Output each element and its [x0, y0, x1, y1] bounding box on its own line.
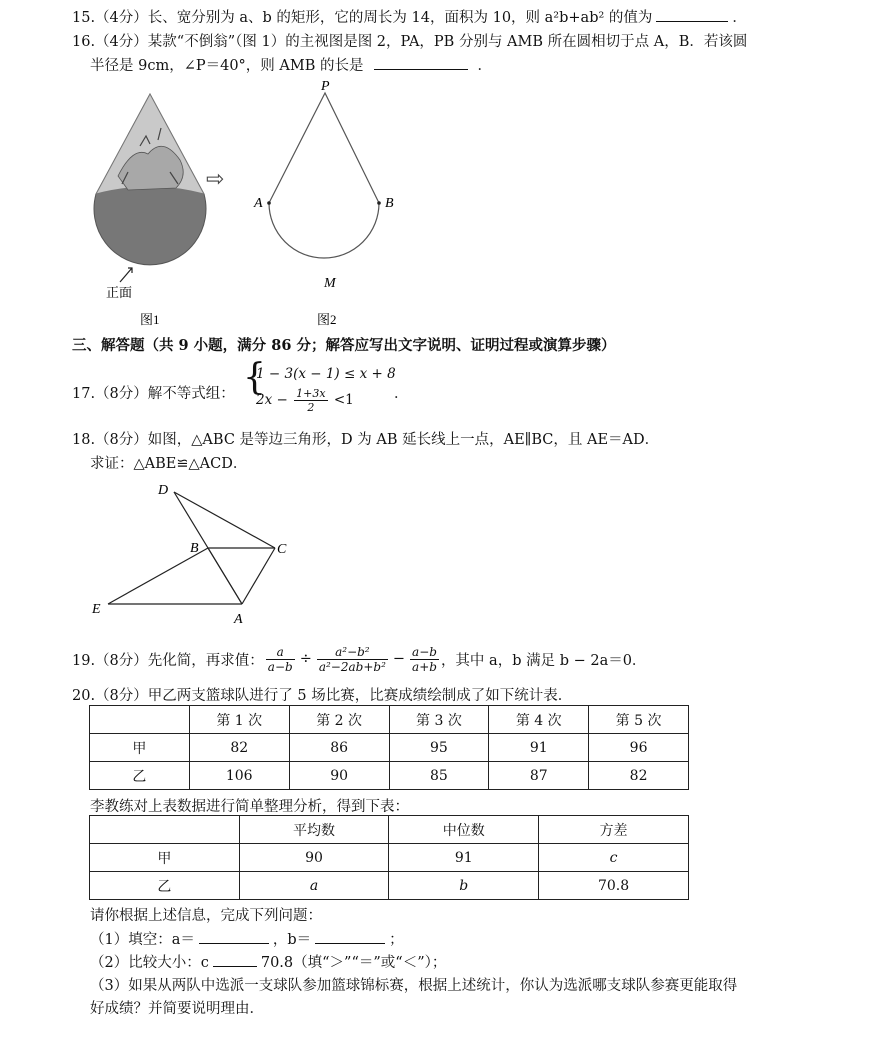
table-header-cell: 第 1 次	[189, 706, 289, 734]
front-arrow-icon	[120, 268, 132, 282]
q18-label-C: C	[277, 542, 287, 557]
q20-ask: 请你根据上述信息，完成下列问题：	[90, 908, 322, 924]
fig2-label-P: P	[321, 79, 330, 94]
q20-part2	[90, 951, 446, 972]
table-header-cell: 方差	[539, 816, 689, 844]
fig2-label-B: B	[385, 196, 394, 211]
q18-label-D: D	[158, 483, 169, 498]
q17-brace: {	[243, 357, 266, 398]
table-cell: b	[389, 872, 539, 900]
q16-answer-blank	[374, 55, 468, 70]
table-cell: 70.8	[539, 872, 689, 900]
table-cell: 95	[389, 734, 489, 762]
table-cell: 甲	[90, 734, 190, 762]
table-header-cell: 中位数	[389, 816, 539, 844]
q18-line2: 求证：△ABE≌△ACD．	[90, 456, 248, 472]
q16-line1: 16.（4分）某款“不倒翁”（图 1）的主视图是图 2，PA，PB 分别与 AMB 所在圆相切于点 A，B．若该圆	[72, 34, 748, 50]
q18-figure	[86, 476, 306, 628]
fig2-diagram	[267, 93, 381, 258]
q20-scores-table	[89, 705, 689, 790]
question-19	[72, 637, 646, 681]
q18-line1: 18.（8分）如图，△ABC 是等边三角形，D 为 AB 延长线上一点，AE∥BC，且 AE＝AD．	[72, 432, 660, 448]
table-cell: 82	[589, 762, 689, 790]
fig1-caption: 图1	[140, 312, 160, 327]
table-cell: 90	[239, 844, 389, 872]
table-cell: 85	[389, 762, 489, 790]
q20-part1	[90, 928, 404, 949]
table-cell: a	[239, 872, 389, 900]
q19-f3-num: a−b	[412, 644, 437, 659]
question-16-line2	[90, 54, 492, 75]
q19-f3-den: a+b	[412, 659, 437, 674]
q19-fraction-1	[266, 645, 295, 674]
q20-p1-label-b: ，b＝	[272, 932, 312, 948]
table-row	[90, 762, 689, 790]
table-cell: 82	[189, 734, 289, 762]
table-cell: 87	[489, 762, 589, 790]
q20-blank-a	[199, 929, 269, 944]
q20-mid-text: 李教练对上表数据进行简单整理分析，得到下表：	[90, 799, 409, 815]
table-cell: 甲	[90, 844, 240, 872]
q17-frac-den: 2	[307, 401, 315, 414]
q15-end: ．	[732, 10, 747, 26]
q15-text: 15.（4分）长、宽分别为 a、b 的矩形，它的周长为 14，面积为 10，则 a²b+ab² 的值为	[72, 10, 653, 26]
q18-label-E: E	[92, 602, 101, 617]
table-header-cell: 第 2 次	[289, 706, 389, 734]
q20-blank-compare	[213, 952, 257, 967]
table-header-cell	[90, 706, 190, 734]
table-cell: 96	[589, 734, 689, 762]
fig1-front-label: 正面	[106, 285, 133, 300]
question-15	[72, 6, 747, 27]
q17-ineq2	[256, 387, 354, 414]
q19-f2-den: a²−2ab+b²	[318, 659, 386, 674]
section-3-title: 三、解答题（共 9 小题，满分 86 分；解答应写出文字说明、证明过程或演算步骤）	[72, 337, 616, 354]
table-cell: 乙	[90, 872, 240, 900]
q17-ineq1: 1 − 3(x − 1) ≤ x + 8	[256, 366, 396, 382]
table-cell: 91	[489, 734, 589, 762]
table-row	[90, 734, 689, 762]
q17-ineq2-right: <1	[333, 392, 354, 408]
q16-figures	[88, 76, 428, 332]
table-row	[90, 872, 689, 900]
q17-fraction	[294, 387, 327, 414]
q17-frac-num: 1+3x	[296, 387, 326, 400]
table-cell: 乙	[90, 762, 190, 790]
table-header-cell: 第 5 次	[589, 706, 689, 734]
q20-p2-rest: 70.8（填“＞”“＝”或“＜”）；	[260, 955, 447, 971]
q19-f1-den: a−b	[267, 659, 293, 674]
q19-fraction-3	[410, 645, 439, 674]
arrow-right-icon: ⇨	[206, 166, 225, 191]
table-cell: 91	[389, 844, 539, 872]
q19-fraction-2	[317, 645, 388, 674]
q19-suffix: ，其中 a，b 满足 b − 2a＝0．	[440, 652, 647, 669]
q16-end: ．	[477, 58, 493, 74]
q19-f2-num: a²−b²	[317, 645, 388, 660]
q18-label-A: A	[234, 612, 243, 627]
fig1-tumbler	[94, 94, 206, 265]
q18-label-B: B	[190, 541, 199, 556]
table-header-cell	[90, 816, 240, 844]
fig2-caption: 图2	[317, 312, 337, 327]
q20-part3-line1: （3）如果从两队中选派一支球队参加篮球锦标赛，根据上述统计，你认为选派哪支球队参赛更能取得	[90, 978, 738, 994]
q20-part3-line2: 好成绩？并简要说明理由．	[90, 1001, 264, 1017]
table-header-row	[90, 816, 689, 844]
table-cell: 90	[289, 762, 389, 790]
q19-divide: ÷	[299, 651, 312, 667]
table-cell: 86	[289, 734, 389, 762]
table-header-cell: 平均数	[239, 816, 389, 844]
table-header-cell: 第 3 次	[389, 706, 489, 734]
q19-prefix: 19.（8分）先化简，再求值：	[72, 652, 264, 669]
q20-analysis-table	[89, 815, 689, 900]
table-header-cell: 第 4 次	[489, 706, 589, 734]
q15-answer-blank	[656, 7, 728, 22]
fig2-label-M: M	[324, 276, 336, 291]
q20-intro: 20.（8分）甲乙两支篮球队进行了 5 场比赛，比赛成绩绘制成了如下统计表．	[72, 688, 573, 704]
q19-f1-num: a	[266, 645, 295, 660]
table-header-row	[90, 706, 689, 734]
table-cell: c	[539, 844, 689, 872]
q17-ineq2-left: 2x −	[256, 392, 288, 408]
table-row	[90, 844, 689, 872]
q17-end: ．	[394, 386, 409, 402]
q20-p1-end: ；	[389, 932, 404, 948]
fig2-label-A: A	[254, 196, 263, 211]
q17-prefix: 17.（8分）解不等式组：	[72, 386, 235, 402]
q16-line2-text: 半径是 9cm，∠P＝40°，则 AMB 的长是	[90, 58, 364, 74]
table-cell: 106	[189, 762, 289, 790]
q19-minus: −	[392, 651, 406, 667]
q20-p1-label-a: （1）填空：a＝	[90, 932, 195, 948]
q20-p2-label: （2）比较大小：c	[90, 955, 209, 971]
q20-blank-b	[315, 929, 385, 944]
